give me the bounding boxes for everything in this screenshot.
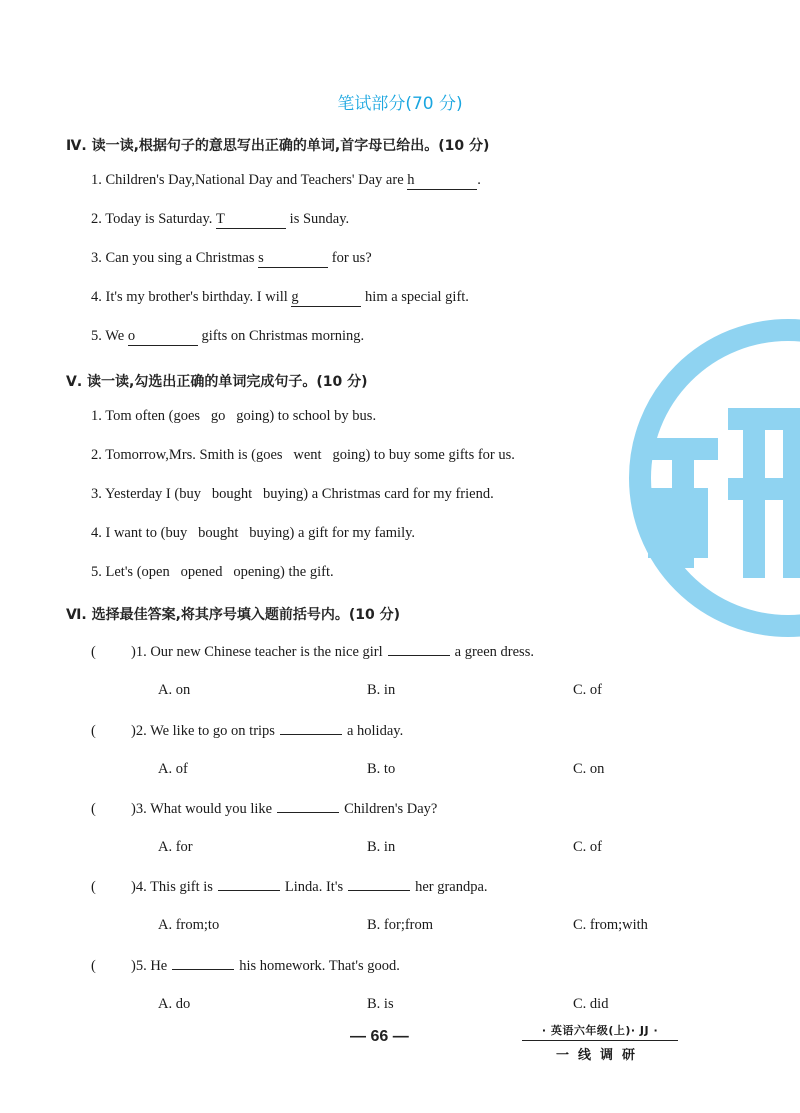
item-text: 5. We [91,328,128,344]
section-6-heading: Ⅵ. 选择最佳答案,将其序号填入题前括号内。(10 分) [66,607,401,623]
question-text: )1. Our new Chinese teacher is the nice girl [131,644,383,660]
question-text: her grandpa. [415,879,488,895]
question-text: Linda. It's [284,879,344,895]
question-text: a holiday. [346,723,404,739]
answer-blank[interactable]: g [291,289,361,307]
question-text: Children's Day? [344,801,438,817]
option-4-a: A. from;to [158,917,220,933]
option-5-c: C. did [573,996,609,1012]
answer-blank[interactable]: s [258,250,328,268]
option-3-c: C. of [573,839,602,855]
item-text: gifts on Christmas morning. [197,328,365,344]
option-3-b: B. in [367,839,396,855]
fill-in-item-4 [91,289,469,307]
choose-word-item-5: 5. Let's (open opened opening) the gift. [91,564,334,580]
option-1-a: A. on [158,682,191,698]
fill-in-item-1 [91,172,481,190]
answer-bracket[interactable]: ( [91,879,96,895]
choose-word-item-4: 4. I want to (buy bought buying) a gift for my family. [91,525,416,541]
question-text: )2. We like to go on trips [131,723,275,739]
item-text: 3. Can you sing a Christmas [91,250,259,266]
choose-word-item-2: 2. Tomorrow,Mrs. Smith is (goes went going) to buy some gifts for us. [91,447,515,463]
option-2-c: C. on [573,761,605,777]
watermark-seal [628,318,800,638]
fill-in-item-2 [91,211,349,229]
option-2-b: B. to [367,761,396,777]
option-1-b: B. in [367,682,396,698]
answer-blank[interactable]: T [216,211,286,229]
footer-series-name: 一线调研 [555,1048,644,1063]
item-text: him a special gift. [361,289,469,305]
item-text: . [477,172,481,188]
page-title: 笔试部分(70 分) [337,94,463,114]
answer-blank [277,800,339,813]
item-text: is Sunday. [286,211,350,227]
item-text: 1. Children's Day,National Day and Teachers' Day are [91,172,408,188]
question-text: a green dress. [454,644,534,660]
choose-word-item-3: 3. Yesterday I (buy bought buying) a Christmas card for my friend. [91,486,494,502]
question-2 [91,722,403,740]
question-text: his homework. That's good. [239,958,400,974]
option-1-c: C. of [573,682,602,698]
footer-book-title: · 英语六年级(上)· JJ · [522,1022,678,1041]
section-5-heading: Ⅴ. 读一读,勾选出正确的单词完成句子。(10 分) [66,374,368,390]
option-2-a: A. of [158,761,188,777]
page-number: — 66 — [350,1028,409,1045]
question-text: )3. What would you like [131,801,273,817]
answer-blank [388,643,450,656]
option-5-a: A. do [158,996,191,1012]
item-text: for us? [328,250,372,266]
answer-blank[interactable]: o [128,328,198,346]
answer-bracket[interactable]: ( [91,801,96,817]
section-4-heading: Ⅳ. 读一读,根据句子的意思写出正确的单词,首字母已给出。(10 分) [66,138,490,154]
question-text: )4. This gift is [131,879,213,895]
choose-word-item-1: 1. Tom often (goes go going) to school by bus. [91,408,377,424]
option-5-b: B. is [367,996,394,1012]
answer-blank [218,878,280,891]
item-text: 2. Today is Saturday. [91,211,217,227]
option-3-a: A. for [158,839,193,855]
question-1 [91,643,534,661]
question-text: )5. He [131,958,168,974]
answer-bracket[interactable]: ( [91,958,96,974]
fill-in-item-3 [91,250,372,268]
answer-blank [348,878,410,891]
fill-in-item-5 [91,328,364,346]
item-text: 4. It's my brother's birthday. I will [91,289,292,305]
footer-book-info [522,1022,678,1063]
answer-bracket[interactable]: ( [91,644,96,660]
answer-blank[interactable]: h [407,172,477,190]
option-4-b: B. for;from [367,917,434,933]
question-3 [91,800,437,818]
answer-blank [172,957,234,970]
answer-bracket[interactable]: ( [91,723,96,739]
option-4-c: C. from;with [573,917,648,933]
question-5 [91,957,400,975]
question-4 [91,878,488,896]
answer-blank [280,722,342,735]
